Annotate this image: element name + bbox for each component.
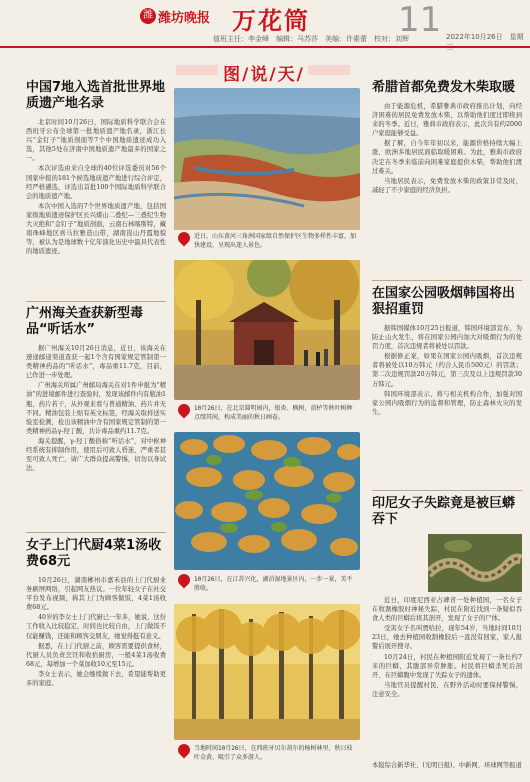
- column-divider: [26, 301, 166, 302]
- article-headline: 印尼女子失踪竟是被巨蟒吞下: [372, 496, 516, 527]
- editor-credits: 值班主任：李金峰 编辑：马苏莎 美编：许素蕾 校对：刘辉: [213, 35, 409, 43]
- banner-right-stripe: [308, 65, 350, 75]
- article-paragraph: 北京时间10月26日，国际地质科学联合会在西班牙公布全球第一批地质遗产地名录，浙江长兴“金钉子”地质剖面等7个中国地质遗迹成功入选，其他5处在济南中国地质遗产地最多的国家之一。: [26, 119, 166, 163]
- photo-caption: 10月26日，在江苏兴化，湖泊湿地景区内，一步一景，美不胜收。: [194, 576, 353, 592]
- left-article-3: [26, 538, 166, 772]
- article-paragraph: 本次中国入选的7个世界地质遗产地，包括国家级地质遗迹保护区长兴煤山二叠纪—三叠纪生物大灭绝和“金钉子”地质剖面，云南石林喀斯特，藏南珠峰地区喜马拉雅造山带，湖南崀山丹霞地貌等，被认为是地球数十亿年演化历史中最具代表性的地质遗迹。: [26, 202, 166, 256]
- article-headline: 广州海关查获新型毒品“听话水”: [26, 306, 144, 337]
- article-paragraph: 广州海关所属广州邮局海关在对1件申报为“精油”的进境邮件进行查验时，发现该邮件内有瓶油1瓶，药片若干，从外观来看与普通精油、药片并无不同。精油包装上贴有英文标签，经海关取样送实验室检测，检出该精油中含有国家规定管制的第一类精神药品γ-羟丁酸，共计毒品重约11.7克。: [26, 382, 166, 435]
- article-body: [372, 324, 522, 500]
- location-pin-icon: [176, 402, 193, 419]
- page-number: 11: [398, 0, 442, 40]
- photo-xinghua-wetland: [174, 432, 360, 570]
- article-body: [372, 102, 522, 266]
- photo-caption: 近日，山东黄河三角洲国家级自然保护区生物多样性丰富，加快建设，呈现出迷人景色。: [194, 233, 357, 249]
- photo-park-autumn: [174, 260, 360, 400]
- source-credit: 本报综合新华社、(光明日报)、中新网、环球网等报道: [372, 762, 522, 769]
- photo-caption: 当地时间10月26日，在西班牙贝尔胡尔的杨树林里，秋日枝叶金黄，吸引了众多游人。: [194, 745, 353, 761]
- article-headline: 女子上门代厨4菜1汤收费68元: [26, 538, 162, 569]
- photo-python: [428, 534, 522, 592]
- article-headline: 中国7地入选首批世界地质遗产地名录: [26, 80, 166, 111]
- article-paragraph: 近日，印度尼西亚占碑省一处种植园，一名女子在收割橡胶时神秘失踪，村民在附近找到一条疑似吞食人类的巨蟒后将其剖开，发现了女子的尸体。: [372, 597, 522, 623]
- banner-title: 图/说/天/: [223, 65, 305, 85]
- right-article-2: [372, 286, 522, 500]
- left-article-1: [26, 80, 166, 294]
- article-paragraph: 据悉，在上门代厨之前，顾客需要提供食材，代厨人员负责烹饪和收拾厨房，一般4菜1汤收费68元，每增加一个菜加收10元至15元。: [26, 642, 166, 668]
- article-paragraph: 海关提醒，γ-羟丁酸俗称“听话水”，对中枢神经系统有抑制作用，使用后可致人昏迷，严重者甚至可致人死亡，请广大群众提高警惕，切勿以身试法。: [26, 437, 166, 473]
- article-body: [372, 596, 522, 754]
- banner-left-stripe: [176, 65, 218, 75]
- article-paragraph: 40岁的李女士上门代厨已一年多，她说，这份工作收入比较稳定，时间也比较自由，上门做饭不仅能赚钱，还能和顾客交朋友，她觉得挺有意义。: [26, 614, 166, 640]
- right-article-3: [372, 496, 522, 528]
- newspaper-logo-icon: 潍: [140, 8, 156, 24]
- article-body: [26, 576, 166, 772]
- article-headline: 在国家公园吸烟韩国将出狠招重罚: [372, 286, 516, 317]
- location-pin-icon: [176, 572, 193, 589]
- paper-name: 潍坊晚报: [158, 11, 211, 26]
- article-body: [26, 118, 166, 294]
- location-pin-icon: [176, 230, 193, 247]
- photo-caption: 10月26日，在北京圆明园内，银杏、枫树，黄栌等秋叶树种点缀其间，构成美丽的秋日画卷。: [194, 405, 353, 421]
- article-paragraph: 根据修正案，如果在国家公园内吸烟，首次违规者将被处以10万韩元（约合人民币500元）的罚款；第二次违规罚款20万韩元，第三次及以上违规罚款30万韩元。: [372, 353, 522, 388]
- article-headline: 希腊首都免费发木柴取暖: [372, 80, 516, 95]
- article-paragraph: 当地居民表示，免费发放木柴的政策非常及时，减轻了不少家庭的经济负担。: [372, 177, 522, 194]
- article-paragraph: 本次评选由来自全球的40位评选委员对56个国家申报的181个候选地质遗产地进行综合评定，经严格遴选，评选出首批100个国际地质科学联合会的地质遗产地。: [26, 165, 166, 200]
- article-paragraph: 据广州海关10月26日消息，近日，该海关在速递邮递渠道查获一起1个含有国家规定管制第一类精神药品的“听话水”，毒品重11.7克，目前，已作进一步处理。: [26, 345, 166, 380]
- article-paragraph: 韩国环境部表示，将与相关机构合作，加强对国家公园内吸烟行为的监督和管理，防止森林火灾的发生。: [372, 390, 522, 416]
- photo-poplar-forest: [174, 604, 360, 740]
- photo-wetland: [174, 88, 360, 230]
- article-paragraph: 10月26日，湖南郴州市嘉禾县的上门代厨业务刷屏网络，引起网友热议。一位年轻女子在社交平台发布视频，称其上门为顾客做饭，4菜1汤收费68元。: [26, 577, 166, 612]
- article-paragraph: 李女士表示，她会继续做下去，希望能帮助更多的家庭。: [26, 670, 166, 688]
- location-pin-icon: [176, 742, 193, 759]
- section-banner: [176, 60, 350, 85]
- column-divider: [26, 532, 166, 533]
- masthead-rule: [0, 46, 530, 48]
- section-title: 万花筒: [232, 6, 310, 35]
- masthead: [0, 0, 530, 46]
- right-article-1: [372, 80, 522, 266]
- column-divider: [372, 490, 522, 491]
- article-paragraph: 受害女子名叫贾哈拉，现年54岁，当地时间10月23日，她去种植园收割橡胶后一直没有回家，家人报警后展开搜寻。: [372, 625, 522, 651]
- article-body: [26, 344, 166, 530]
- left-article-2: [26, 306, 166, 530]
- column-divider: [372, 280, 522, 281]
- issue-date: 2022年10月26日 星期: [446, 33, 524, 41]
- article-paragraph: 10月24日，村民在种植园附近发现了一条长约7米的巨蟒，其腹部异常肿胀。村民将巨蟒杀死后剖开，在巨蟒腹中发现了失踪女子的遗体。: [372, 653, 522, 679]
- article-paragraph: 当地官员提醒村民，在野外活动时要保持警惕，注意安全。: [372, 681, 522, 698]
- article-paragraph: 据韩国媒体10月25日报道，韩国环境部宣布，为防止山火发生，将在国家公园内加大对吸烟行为的处罚力度，首次违规者将被处以罚款。: [372, 325, 522, 351]
- article-paragraph: 由于能源危机，希腊雅典市政府推出计划，向经济困难的居民免费发放木柴，以帮助他们度过即将到来的冬季。近日，雅典市政府表示，此次共有约2000户家庭能够受益。: [372, 103, 522, 138]
- article-paragraph: 据了解，自今年年初以来，能源价格持续大幅上涨，欧洲多地居民面临取暖困难。为此，雅典市政府决定在冬季来临前向困难家庭提供木柴，帮助他们渡过难关。: [372, 140, 522, 175]
